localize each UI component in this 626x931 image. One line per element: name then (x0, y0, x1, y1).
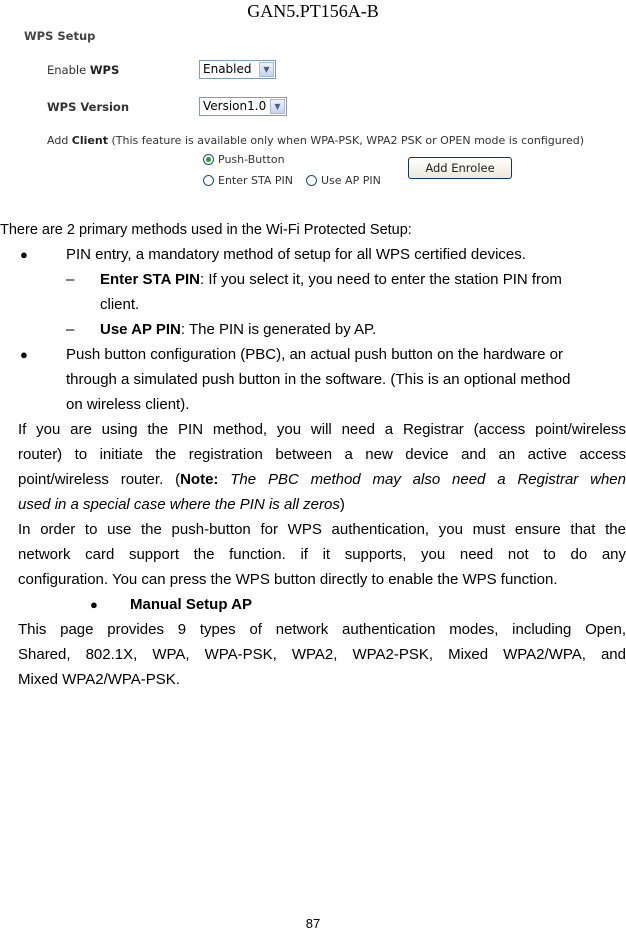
add-client-prefix: Add (47, 134, 72, 147)
bullet-pbc-line2: through a simulated push button in the software. (This is an optional method (66, 371, 571, 388)
page-number: 87 (305, 916, 321, 931)
dash-use-ap-pin (100, 318, 376, 343)
dash-enter-sta-pin-cont: client. (100, 296, 140, 313)
para-pbc-line1: In order to use the push-button for WPS authentication, you must ensure that the (18, 521, 626, 538)
wps-version-select[interactable] (199, 97, 287, 116)
radio-unchecked-icon (306, 175, 317, 186)
add-client-bold: Client (71, 134, 108, 147)
document-header: GAN5.PT156A-B (247, 1, 379, 21)
enable-wps-select[interactable] (199, 60, 276, 79)
para-pin-line1: If you are using the PIN method, you will need a Registrar (access point/wireless (18, 421, 626, 438)
enable-wps-label-prefix: Enable (47, 63, 90, 77)
para-pin-line4 (18, 493, 345, 518)
para-pin-line3-b: The PBC method may also need a Registrar when (218, 471, 626, 488)
dash-use-ap-pin-text: : The PIN is generated by AP. (180, 321, 377, 338)
para-pin-line2: router) to initiate the registration between a new device and an active access (18, 446, 626, 463)
radio-sta-pin-label: Enter STA PIN (218, 174, 293, 187)
note-label: Note: (180, 471, 219, 488)
add-client-note: (This feature is available only when WPA-PSK, WPA2 PSK or OPEN mode is configured) (107, 134, 585, 147)
radio-ap-pin-label: Use AP PIN (321, 174, 381, 187)
para-modes-line3: Mixed WPA2/WPA-PSK. (18, 671, 180, 688)
enable-wps-label (47, 63, 119, 77)
radio-enter-sta-pin[interactable] (203, 174, 293, 187)
dash-enter-sta-pin (100, 268, 562, 293)
para-pin-line4-end: ) (339, 496, 345, 513)
dash-enter-sta-pin-bold: Enter STA PIN (100, 271, 201, 288)
radio-use-ap-pin[interactable] (306, 174, 381, 187)
bullet-pbc-line1: Push button configuration (PBC), an actual push button on the hardware or (66, 346, 563, 363)
radio-push-label: Push-Button (218, 153, 285, 166)
bullet-pin-entry: PIN entry, a mandatory method of setup for all WPS certified devices. (66, 246, 526, 263)
wps-version-value: Version1.0 (203, 99, 267, 113)
bullet-icon: ● (20, 247, 28, 262)
dash-enter-sta-pin-text: : If you select it, you need to enter the station PIN from (200, 271, 562, 288)
wps-setup-title: WPS Setup (24, 29, 96, 43)
para-pin-line3 (18, 468, 626, 493)
bullet-icon: ● (20, 347, 28, 362)
para-pin-line3-a: point/wireless router. ( (18, 471, 181, 488)
chevron-down-icon: ▼ (259, 62, 274, 77)
dash-use-ap-pin-bold: Use AP PIN (100, 321, 181, 338)
radio-checked-icon (203, 154, 214, 165)
radio-push-button[interactable] (203, 153, 285, 166)
para-pbc-line2: network card support the function. if it supports, you need not to do any (18, 546, 626, 563)
chevron-down-icon: ▼ (270, 99, 285, 114)
para-modes-line1: This page provides 9 types of network authentication modes, including Open, (18, 621, 626, 638)
bullet-pbc-line3: on wireless client). (66, 396, 190, 413)
bullet-icon: ● (90, 597, 98, 612)
enable-wps-label-bold: WPS (89, 63, 120, 77)
add-client-label (47, 134, 584, 147)
dash-icon: – (66, 321, 75, 338)
para-modes-line2: Shared, 802.1X, WPA, WPA-PSK, WPA2, WPA2-PSK, Mixed WPA2/WPA, and (18, 646, 626, 663)
enable-wps-value: Enabled (203, 62, 252, 76)
add-enrolee-button[interactable]: Add Enrolee (408, 157, 512, 179)
dash-icon: – (66, 271, 75, 288)
intro-text: There are 2 primary methods used in the Wi-Fi Protected Setup: (0, 222, 412, 238)
radio-unchecked-icon (203, 175, 214, 186)
para-pin-line4-italic: used in a special case where the PIN is all zeros (18, 496, 340, 513)
manual-setup-heading: Manual Setup AP (130, 596, 252, 613)
para-pbc-line3: configuration. You can press the WPS button directly to enable the WPS function. (18, 571, 558, 588)
wps-version-label: WPS Version (47, 100, 130, 114)
